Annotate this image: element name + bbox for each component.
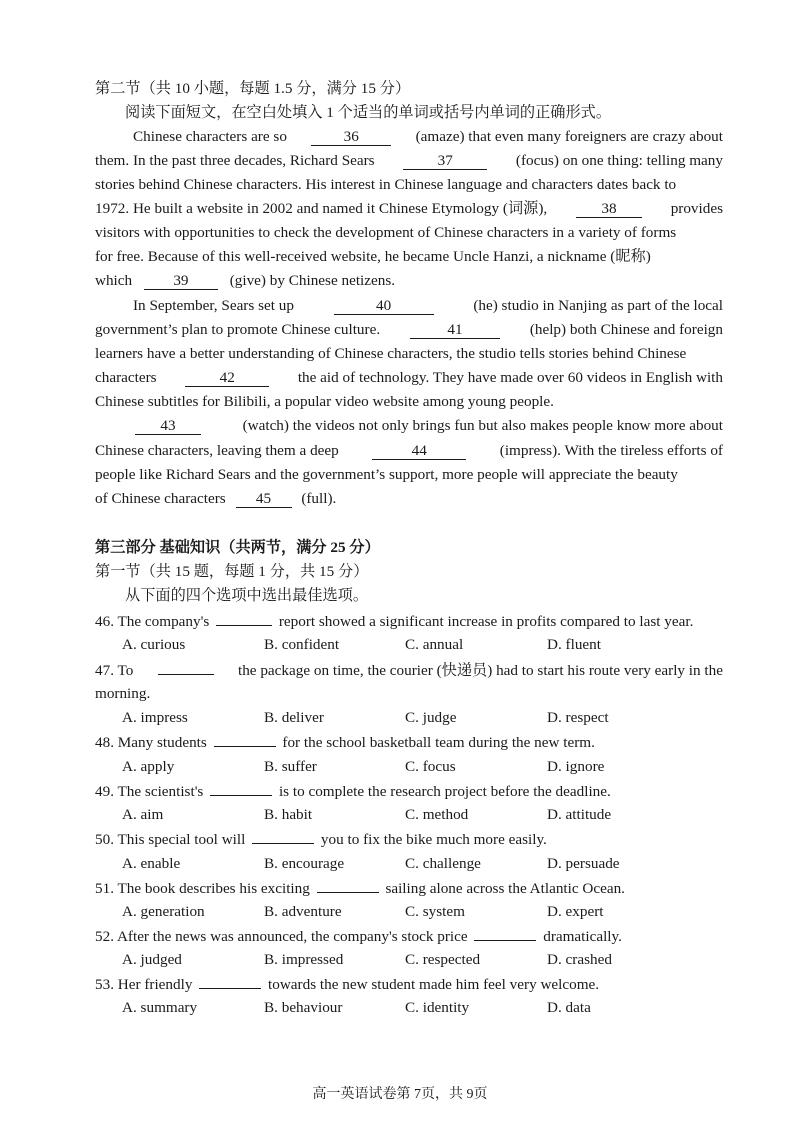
option-52-d[interactable]: D. crashed [547, 951, 612, 968]
question-47-cont: morning. [95, 685, 151, 702]
blank-42[interactable]: 42 [185, 370, 269, 387]
question-46: 46. The company's report showed a significant increase in profits compared to last year. [95, 613, 694, 630]
passage-line: them. In the past three decades, Richard Sears 37 (focus) on one thing: telling many [95, 152, 723, 169]
answer-blank-52[interactable] [474, 926, 536, 941]
option-47-d[interactable]: D. respect [547, 709, 609, 726]
blank-39[interactable]: 39 [144, 273, 218, 290]
option-50-d[interactable]: D. persuade [547, 855, 620, 872]
option-49-b[interactable]: B. habit [264, 806, 313, 823]
option-46-b[interactable]: B. confident [264, 636, 340, 653]
option-52-b[interactable]: B. impressed [264, 951, 344, 968]
blank-41[interactable]: 41 [410, 322, 500, 339]
option-46-a[interactable]: A. curious [122, 636, 186, 653]
option-47-a[interactable]: A. impress [122, 709, 188, 726]
passage-line: for free. Because of this well-received website, he became Uncle Hanzi, a nickname (昵称) [95, 248, 651, 265]
passage-line: government’s plan to promote Chinese culture. 41 (help) both Chinese and foreign [95, 321, 723, 338]
blank-45[interactable]: 45 [236, 491, 292, 508]
option-51-c[interactable]: C. system [405, 903, 465, 920]
option-46-c[interactable]: C. annual [405, 636, 464, 653]
question-47: 47. To the package on time, the courier (快递员) had to start his route very early in the [95, 662, 723, 679]
passage-line: 43 (watch) the videos not only brings fun but also makes people know more about [135, 416, 723, 436]
answer-blank-50[interactable] [252, 829, 314, 844]
option-52-a[interactable]: A. judged [122, 951, 182, 968]
answer-blank-47[interactable] [158, 660, 214, 675]
option-48-a[interactable]: A. apply [122, 758, 175, 775]
option-52-c[interactable]: C. respected [405, 951, 481, 968]
option-50-c[interactable]: C. challenge [405, 855, 481, 872]
passage-line: In September, Sears set up 40 (he) studio in Nanjing as part of the local [133, 297, 723, 314]
option-47-b[interactable]: B. deliver [264, 709, 324, 726]
passage-line: people like Richard Sears and the government’s support, more people will appreciate the beauty [95, 466, 678, 483]
blank-38[interactable]: 38 [576, 201, 642, 218]
option-53-c[interactable]: C. identity [405, 999, 470, 1016]
passage-line: learners have a better understanding of Chinese characters, the studio tells stories behind Chinese [95, 345, 687, 362]
blank-44[interactable]: 44 [372, 443, 466, 460]
question-52: 52. After the news was announced, the company's stock price dramatically. [95, 928, 622, 945]
answer-blank-53[interactable] [199, 974, 261, 989]
passage-line: which 39 (give) by Chinese netizens. [95, 272, 396, 289]
passage-line: Chinese subtitles for Bilibili, a popular video website among young people. [95, 393, 554, 410]
option-53-a[interactable]: A. summary [122, 999, 198, 1016]
question-50: 50. This special tool will you to fix the bike much more easily. [95, 831, 547, 848]
part-subheader: 第一节（共 15 题，每题 1 分，共 15 分） [95, 563, 369, 580]
blank-36[interactable]: 36 [311, 129, 391, 146]
passage-line: characters 42 the aid of technology. They have made over 60 videos in English with [95, 369, 723, 386]
passage-line: of Chinese characters 45 (full). [95, 490, 337, 507]
option-53-d[interactable]: D. data [547, 999, 591, 1016]
passage-line: Chinese characters are so 36 (amaze) that even many foreigners are crazy about [133, 128, 723, 145]
answer-blank-48[interactable] [214, 732, 276, 747]
option-49-a[interactable]: A. aim [122, 806, 164, 823]
blank-43[interactable]: 43 [135, 418, 201, 435]
option-51-d[interactable]: D. expert [547, 903, 604, 920]
option-49-c[interactable]: C. method [405, 806, 469, 823]
passage-line: stories behind Chinese characters. His interest in Chinese language and characters dates back to [95, 176, 677, 193]
option-51-a[interactable]: A. generation [122, 903, 205, 920]
page-footer: 高一英语试卷第 7页，共 9页 [312, 1087, 488, 1102]
option-50-b[interactable]: B. encourage [264, 855, 345, 872]
option-47-c[interactable]: C. judge [405, 709, 457, 726]
passage-line: Chinese characters, leaving them a deep 44 (impress). With the tireless efforts of [95, 442, 723, 459]
question-48: 48. Many students for the school basketball team during the new term. [95, 734, 595, 751]
answer-blank-49[interactable] [210, 781, 272, 796]
question-53: 53. Her friendly towards the new student made him feel very welcome. [95, 976, 600, 993]
answer-blank-46[interactable] [216, 611, 272, 626]
part-header: 第三部分 基础知识（共两节，满分 25 分） [95, 539, 380, 556]
option-48-c[interactable]: C. focus [405, 758, 456, 775]
option-49-d[interactable]: D. attitude [547, 806, 612, 823]
option-53-b[interactable]: B. behaviour [264, 999, 343, 1016]
section-instruction: 阅读下面短文，在空白处填入 1 个适当的单词或括号内单词的正确形式。 [125, 104, 611, 121]
option-51-b[interactable]: B. adventure [264, 903, 342, 920]
option-46-d[interactable]: D. fluent [547, 636, 601, 653]
passage-line: 1972. He built a website in 2002 and named it Chinese Etymology (词源), 38 provides [95, 200, 723, 217]
answer-blank-51[interactable] [317, 878, 379, 893]
blank-40[interactable]: 40 [334, 298, 434, 315]
option-48-d[interactable]: D. ignore [547, 758, 605, 775]
option-48-b[interactable]: B. suffer [264, 758, 317, 775]
question-51: 51. The book describes his exciting sailing alone across the Atlantic Ocean. [95, 880, 625, 897]
question-49: 49. The scientist's is to complete the research project before the deadline. [95, 783, 611, 800]
passage-line: visitors with opportunities to check the development of Chinese characters in a variety of forms [95, 224, 677, 241]
part-instruction: 从下面的四个选项中选出最佳选项。 [125, 587, 368, 604]
option-50-a[interactable]: A. enable [122, 855, 181, 872]
blank-37[interactable]: 37 [403, 153, 487, 170]
section-header: 第二节（共 10 小题，每题 1.5 分，满分 15 分） [95, 80, 411, 97]
